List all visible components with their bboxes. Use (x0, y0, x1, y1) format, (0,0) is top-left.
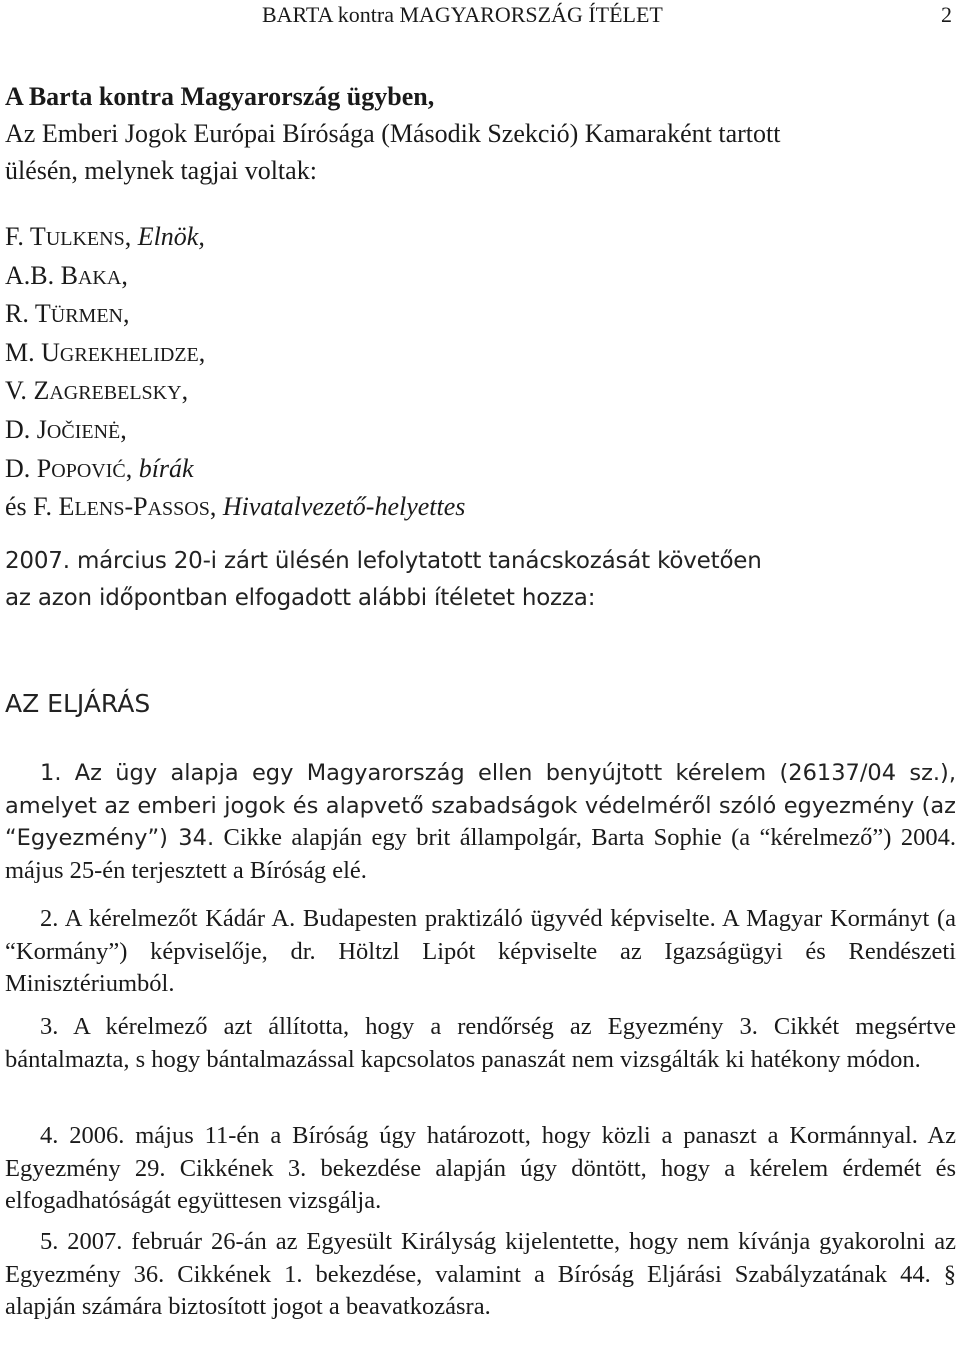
deliberation-line: 2007. március 20-i zárt ülésén lefolytatott tanácskozását követően (5, 548, 762, 574)
members-line: ülésén, melynek tagjai voltak: (5, 156, 317, 185)
judge-line: M. UGREKHELIDZE, (5, 337, 206, 367)
judge-line: A.B. BAKA, (5, 260, 128, 290)
paragraph-1-sans-text: 1. Az ügy alapja egy Magyarország ellen benyújtott kérelem (26137/04 sz.), amelyet az emberi jogok és alapvető szabadságok védelméről szóló egyezmény (az “Egyezmény”) 34. (5, 760, 956, 851)
judges-list (5, 219, 955, 528)
intro-block (5, 78, 955, 189)
paragraph-1 (5, 757, 956, 887)
case-title: A Barta kontra Magyarország ügyben, (5, 82, 435, 111)
court-line: Az Emberi Jogok Európai Bírósága (Második Szekció) Kamaraként tartott (5, 119, 781, 148)
judge-line: R. TÜRMEN, (5, 299, 130, 329)
deliberation-paragraph (5, 543, 955, 617)
judge-line: V. ZAGREBELSKY, (5, 376, 189, 406)
paragraph-2: 2. A kérelmezőt Kádár A. Budapesten praktizáló ügyvéd képviselte. A Magyar Kormányt (a “Kormány”) képviselője, dr. Höltzl Lipót képviselte az Igazságügyi és Rendészeti Minisztériumból. (5, 905, 956, 997)
paragraph-4: 4. 2006. május 11-én a Bíróság úgy határozott, hogy közli a panaszt a Kormánnyal. Az Egyezmény 29. Cikkének 3. bekezdése alapján úgy döntött, hogy a kérelem érdemét és elfogadhatóságát együttesen vizsgálja. (5, 1122, 956, 1214)
header-title: BARTA kontra MAGYARORSZÁG ÍTÉLET (262, 2, 663, 27)
paragraph-3: 3. A kérelmező azt állította, hogy a rendőrség az Egyezmény 3. Cikkét megsértve bántalmazta, s hogy bántalmazással kapcsolatos panaszát nem vizsgálták ki hatékony módon. (5, 1013, 956, 1073)
registrar-line: és F. ELENS-PASSOS, Hivatalvezető-helyettes (5, 492, 466, 522)
page-number: 2 (941, 2, 952, 27)
paragraph-5: 5. 2007. február 26-án az Egyesült Királyság kijelentette, hogy nem kívánja gyakorolni az Egyezmény 36. Cikkének 1. bekezdése, valamint a Bíróság Eljárási Szabályzatának 44. § alapján számára biztosított jogot a beavatkozásra. (5, 1228, 956, 1320)
deliberation-line: az azon időpontban elfogadott alábbi ítéletet hozza: (5, 585, 596, 611)
section-heading: AZ ELJÁRÁS (5, 689, 151, 718)
judge-line: D. JOČIENĖ, (5, 414, 127, 444)
judge-line: F. TULKENS, Elnök, (5, 222, 205, 251)
judge-line: D. POPOVIĆ, bírák (5, 453, 194, 483)
paragraph-1-serif-text: Cikke alapján egy brit állampolgár, Barta Sophie (a “kérelmező”) 2004. május 25-én terjesztett a Bíróság elé. (5, 824, 956, 884)
page-header (0, 0, 960, 34)
